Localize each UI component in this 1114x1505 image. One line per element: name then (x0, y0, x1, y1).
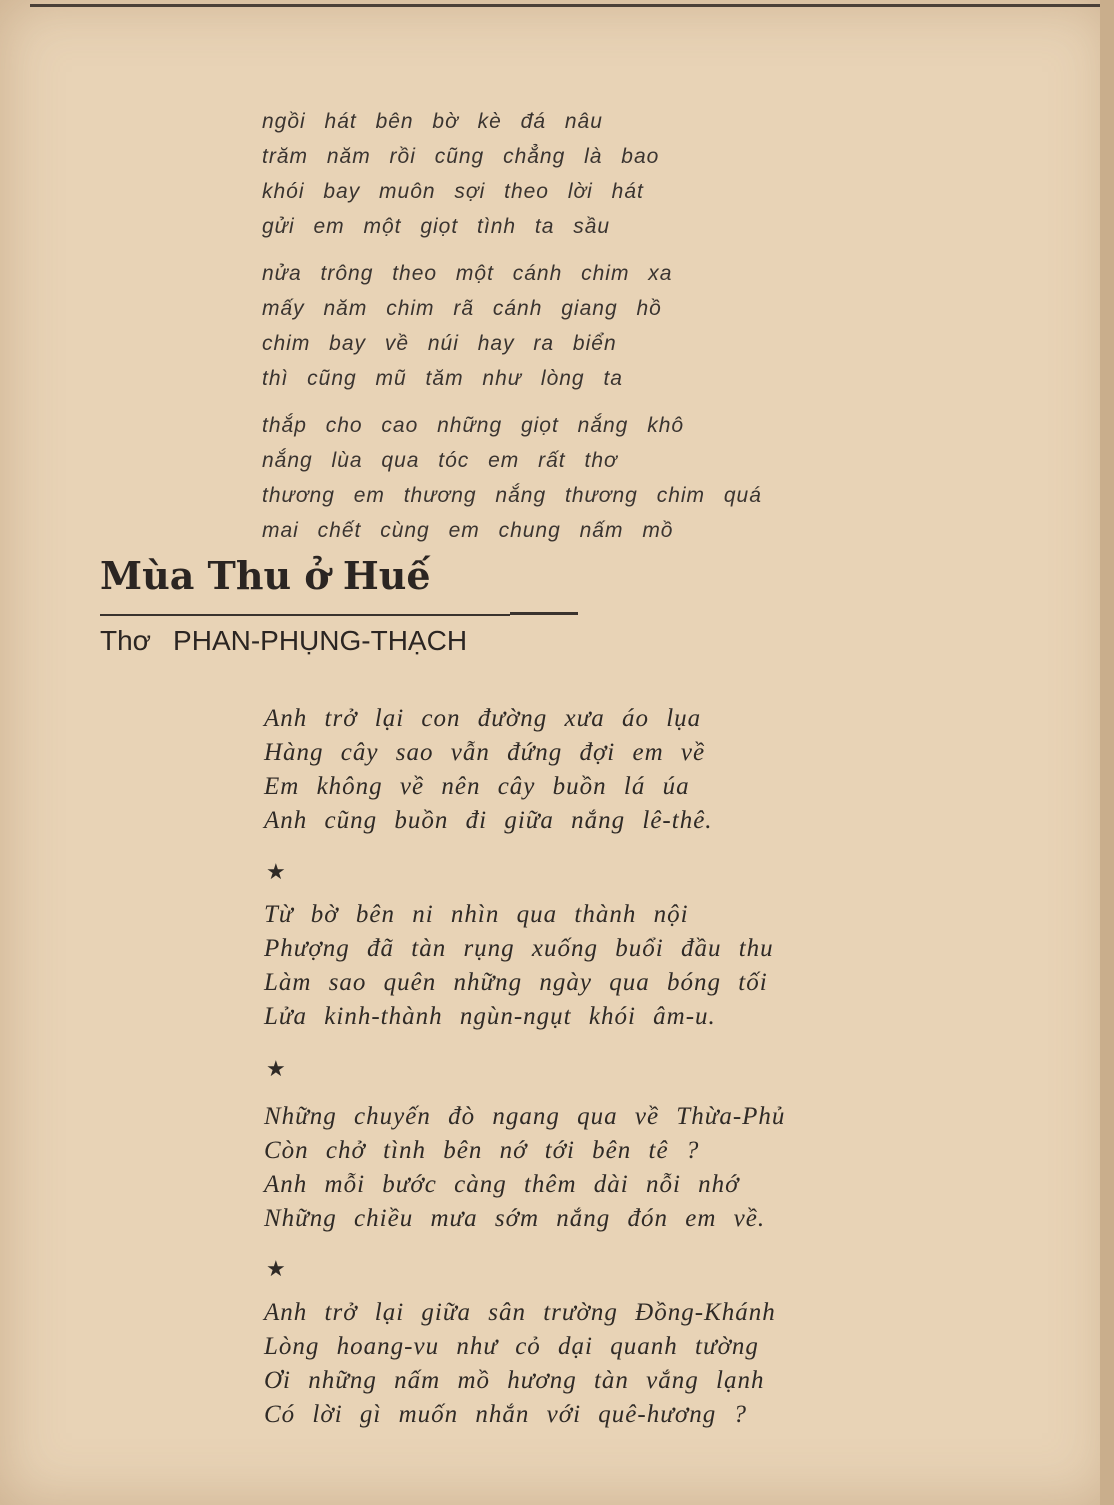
verse-line: Anh mỗi bước càng thêm dài nỗi nhớ (264, 1171, 740, 1198)
poem-line: khói bay muôn sợi theo lời hát (262, 180, 644, 203)
verse-line: Phượng đã tàn rụng xuống buổi đầu thu (264, 935, 774, 962)
verse-line: Làm sao quên những ngày qua bóng tối (264, 969, 768, 996)
poem-line: thắp cho cao những giọt nắng khô (262, 414, 685, 437)
verse-line: Ơi những nấm mồ hương tàn vắng lạnh (264, 1367, 765, 1394)
poem-title: Mùa Thu ở Huế (100, 553, 431, 598)
poem-line: mấy năm chim rã cánh giang hồ (262, 297, 662, 320)
verse-line: Hàng cây sao vẫn đứng đợi em về (264, 739, 706, 766)
verse-line: Anh trở lại con đường xưa áo lụa (264, 705, 702, 732)
verse-line: Còn chở tình bên nớ tới bên tê ? (264, 1137, 700, 1164)
verse (264, 1100, 785, 1236)
verse (264, 898, 774, 1034)
page-right-edge (1100, 0, 1114, 1505)
page-top-edge (30, 4, 1100, 7)
verse-line: Có lời gì muốn nhắn với quê-hương ? (264, 1401, 747, 1428)
verse (264, 1296, 776, 1432)
poem-line: nắng lùa qua tóc em rất thơ (262, 449, 618, 472)
author-name: PHAN-PHỤNG-THẠCH (173, 625, 468, 656)
top-poem-stanza (262, 104, 659, 244)
verse-line: Những chuyến đò ngang qua về Thừa-Phủ (264, 1103, 786, 1130)
byline (100, 625, 467, 657)
star-separator-icon: ★ (266, 1057, 286, 1082)
star-separator-icon: ★ (266, 1257, 286, 1282)
verse-line: Lòng hoang-vu như cỏ dại quanh tường (264, 1333, 759, 1360)
title-rule-accent (510, 612, 578, 615)
verse-line: Anh trở lại giữa sân trường Đồng-Khánh (264, 1299, 776, 1326)
poem-line: ngồi hát bên bờ kè đá nâu (262, 110, 603, 133)
star-separator-icon: ★ (266, 860, 286, 885)
verse (264, 702, 713, 838)
verse-line: Anh cũng buồn đi giữa nắng lê-thê. (264, 807, 713, 834)
poem-line: thì cũng mũ tăm như lòng ta (262, 367, 623, 390)
top-poem-stanza (262, 256, 672, 396)
poem-line: mai chết cùng em chung nấm mồ (262, 519, 674, 542)
top-poem-stanza (262, 408, 762, 548)
title-rule (100, 614, 510, 616)
poem-line: thương em thương nắng thương chim quá (262, 484, 762, 507)
verse-line: Lửa kinh-thành ngùn-ngụt khói âm-u. (264, 1003, 716, 1030)
verse-line: Từ bờ bên ni nhìn qua thành nội (264, 901, 689, 928)
poem-line: nửa trông theo một cánh chim xa (262, 262, 673, 285)
verse-line: Những chiều mưa sớm nắng đón em về. (264, 1205, 766, 1232)
byline-label: Thơ (100, 625, 152, 656)
verse-line: Em không về nên cây buồn lá úa (264, 773, 690, 800)
poem-line: gửi em một giọt tình ta sầu (262, 215, 611, 238)
poem-line: chim bay về núi hay ra biển (262, 332, 617, 355)
poem-line: trăm năm rồi cũng chẳng là bao (262, 145, 660, 168)
